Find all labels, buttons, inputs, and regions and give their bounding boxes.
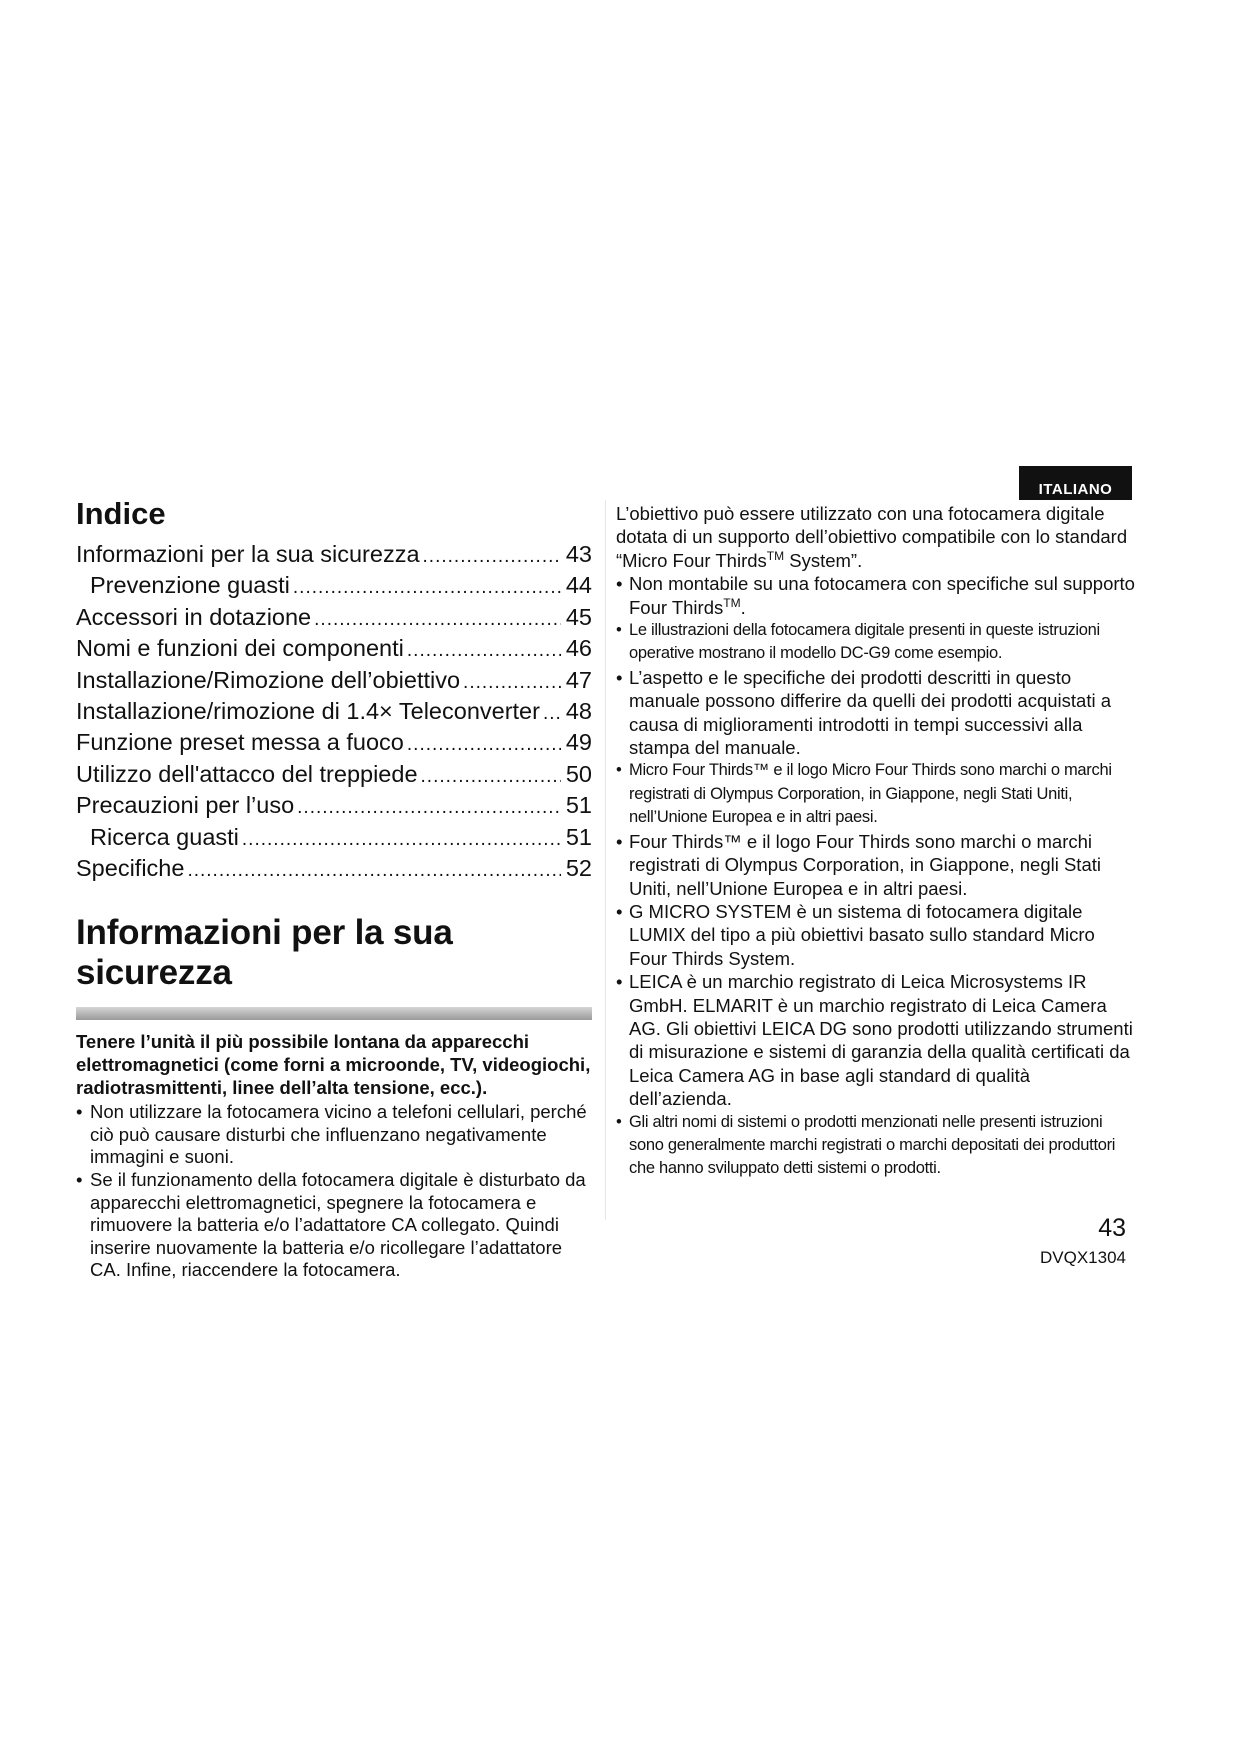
toc-list <box>76 540 592 885</box>
note-item: • Four Thirds™ e il logo Four Thirds sono marchi o marchi registrati di Olympus Corporation, in Giappone, negli Stati Uniti, nell’Unione Europea e in altri paesi. <box>616 830 1136 900</box>
safety-bullet: • Non utilizzare la fotocamera vicino a telefoni cellulari, perché ciò può causare disturbi che influenzano negativamente immagini e suoni. <box>76 1101 592 1169</box>
right-column <box>616 502 1136 1181</box>
toc-item <box>76 634 592 665</box>
toc-item-label: Prevenzione guasti <box>90 572 290 599</box>
toc-item <box>76 666 592 697</box>
safety-bullet: • Se il funzionamento della fotocamera digitale è disturbato da apparecchi elettromagnetici, spegnere la fotocamera e rimuovere la batteria e/o l’adattatore CA collegato. Quindi inserire nuovamente la batteria e/o ricollegare l’adattatore CA. Infine, riaccendere la fotocamera. <box>76 1169 592 1282</box>
toc-leader-dots <box>297 794 561 822</box>
toc-item-page: 49 <box>565 729 592 756</box>
toc-item <box>76 728 592 759</box>
toc-title: Indice <box>76 496 166 531</box>
note-item: • Le illustrazioni della fotocamera digitale presenti in queste istruzioni operative mostrano il modello DC-G9 come esempio. <box>616 619 1136 666</box>
toc-leader-dots <box>423 543 561 571</box>
toc-item-label: Precauzioni per l’uso <box>76 792 295 819</box>
toc-leader-dots <box>543 700 561 728</box>
intro-text-end: System”. <box>784 549 863 571</box>
toc-item <box>76 697 592 728</box>
trademark-mark: TM <box>723 595 741 610</box>
toc-item-page: 48 <box>565 698 592 725</box>
intro-text: L’obiettivo può essere utilizzato con una fotocamera digitale dotata di un supporto dell’obiettivo compatibile con lo standard “Micro Four Thirds <box>616 503 1128 571</box>
page-number: 43 <box>1098 1214 1126 1242</box>
note-text: Non montabile su una fotocamera con specifiche sul supporto Four Thirds <box>629 573 1135 618</box>
toc-leader-dots <box>242 826 561 854</box>
safety-title: Informazioni per la sua sicurezza <box>76 913 453 993</box>
trademark-mark: TM <box>766 548 785 563</box>
toc-item <box>76 791 592 822</box>
document-code: DVQX1304 <box>1040 1248 1126 1267</box>
safety-bullets <box>76 1101 592 1282</box>
toc-item <box>76 603 592 634</box>
toc-item <box>76 760 592 791</box>
toc-leader-dots <box>421 763 561 791</box>
toc-item-label: Informazioni per la sua sicurezza <box>76 541 420 567</box>
toc-item-page: 47 <box>565 666 592 693</box>
section-rule <box>76 1007 592 1020</box>
toc-leader-dots <box>407 637 561 665</box>
note-text-end: . <box>740 596 746 618</box>
toc-item-page: 43 <box>565 541 592 567</box>
toc-leader-dots <box>463 669 561 697</box>
note-item: • L’aspetto e le specifiche dei prodotti descritti in questo manuale possono differire da quelli dei prodotti acquistati a causa di miglioramenti introdotti in tempi successivi alla stampa del manuale. <box>616 666 1136 760</box>
toc-leader-dots <box>293 574 561 602</box>
toc-item-label: Utilizzo dell'attacco del treppiede <box>76 760 418 787</box>
toc-item-label: Accessori in dotazione <box>76 603 312 630</box>
toc-item <box>76 823 592 854</box>
toc-item <box>76 854 592 885</box>
toc-item-page: 52 <box>565 855 592 882</box>
toc-leader-dots <box>314 606 561 634</box>
toc-item <box>76 571 592 602</box>
lens-intro <box>616 502 1136 572</box>
toc-item-label: Nomi e funzioni dei componenti <box>76 635 404 662</box>
toc-item-label: Funzione preset messa a fuoco <box>76 729 404 756</box>
toc-item-page: 46 <box>565 635 592 662</box>
toc-item <box>76 540 592 571</box>
toc-item-page: 44 <box>565 572 592 599</box>
column-divider <box>605 500 606 1220</box>
safety-warning: Tenere l’unità il più possibile lontana da apparecchi elettromagnetici (come forni a microonde, TV, videogiochi, radiotrasmittenti, linee dell’alta tensione, ecc.). <box>76 1031 591 1098</box>
toc-item-page: 51 <box>565 792 592 819</box>
toc-item-page: 51 <box>565 823 592 850</box>
toc-item-label: Installazione/Rimozione dell’obiettivo <box>76 666 461 693</box>
toc-item-label: Specifiche <box>76 855 185 882</box>
note-item: • Micro Four Thirds™ e il logo Micro Four Thirds sono marchi o marchi registrati di Olympus Corporation, in Giappone, negli Stati Uniti, nell’Unione Europea e in altri paesi. <box>616 759 1136 829</box>
note-item: • Gli altri nomi di sistemi o prodotti menzionati nelle presenti istruzioni sono generalmente marchi registrati o marchi depositati dei produttori che hanno sviluppato detti sistemi o prodotti. <box>616 1111 1136 1181</box>
note-item <box>616 572 1136 619</box>
toc-leader-dots <box>187 857 560 885</box>
notes-list <box>616 572 1136 1181</box>
toc-item-label: Installazione/rimozione di 1.4× Teleconverter <box>76 698 540 725</box>
language-tab: ITALIANO <box>1019 466 1132 500</box>
toc-item-page: 50 <box>565 760 592 787</box>
note-item: • G MICRO SYSTEM è un sistema di fotocamera digitale LUMIX del tipo a più obiettivi basato sullo standard Micro Four Thirds System. <box>616 900 1136 970</box>
note-item: • LEICA è un marchio registrato di Leica Microsystems IR GmbH. ELMARIT è un marchio registrato di Leica Camera AG. Gli obiettivi LEICA DG sono prodotti utilizzando strumenti di misurazione e sistemi di garanzia della qualità certificati da Leica Camera AG in base agli standard di qualità dell’azienda. <box>616 970 1136 1110</box>
toc-item-page: 45 <box>565 603 592 630</box>
left-column <box>76 496 592 1282</box>
toc-leader-dots <box>407 731 561 759</box>
toc-item-label: Ricerca guasti <box>90 823 239 850</box>
